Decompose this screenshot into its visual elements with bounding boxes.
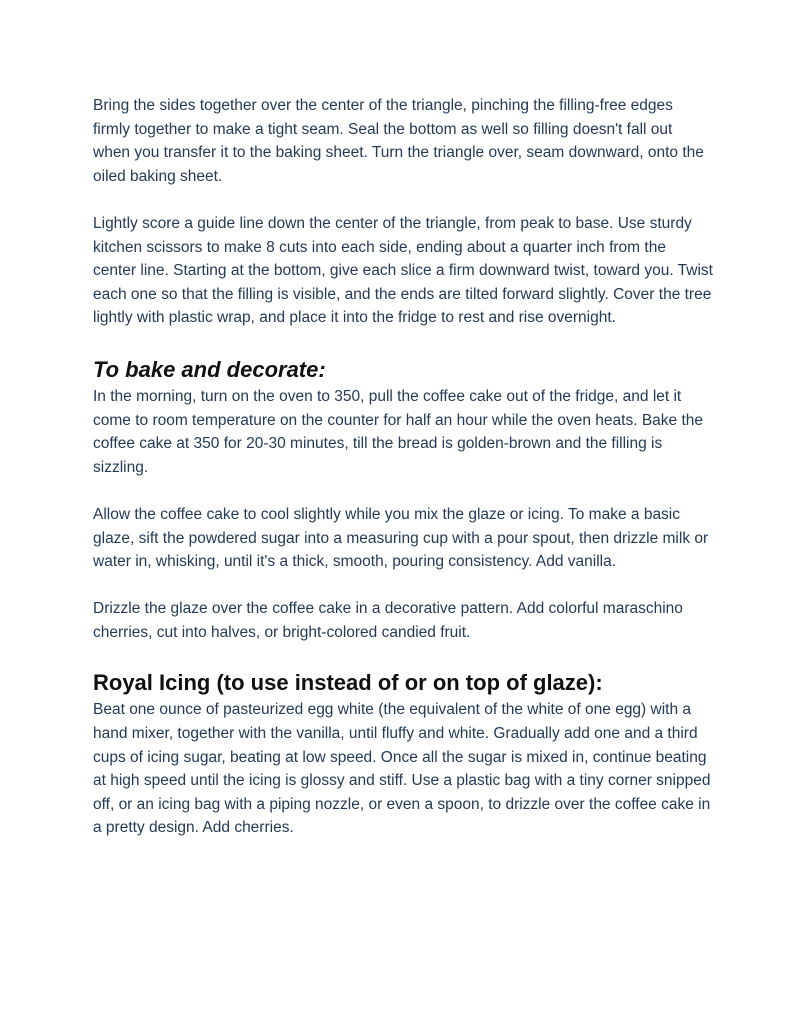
section-shaping bbox=[93, 94, 713, 330]
paragraph-royal-icing: Beat one ounce of pasteurized egg white (the equivalent of the white of one egg) with a hand mixer, together with the vanilla, until fluffy and white. Gradually add one and a third cups of icing sugar, beating at low speed. Once all the sugar is mixed in, continue beating at high speed until the icing is glossy and stiff. Use a plastic bag with a tiny corner snipped off, or an icing bag with a piping nozzle, or even a spoon, to drizzle over the coffee cake in a pretty design. Add cherries. bbox=[93, 701, 711, 837]
heading-bake-decorate: To bake and decorate: bbox=[93, 356, 326, 382]
paragraph-drizzle: Drizzle the glaze over the coffee cake in a decorative pattern. Add colorful maraschino cherries, cut into halves, or bright-colored candied fruit. bbox=[93, 600, 683, 641]
paragraph-seal-seam: Bring the sides together over the center of the triangle, pinching the filling-free edges firmly together to make a tight seam. Seal the bottom as well so filling doesn't fall out when you transfer it to the baking sheet. Turn the triangle over, seam downward, onto the oiled baking sheet. bbox=[93, 97, 704, 185]
paragraph-bake: In the morning, turn on the oven to 350, pull the coffee cake out of the fridge, and let it come to room temperature on the counter for half an hour while the oven heats. Bake the coffee cake at 350 for 20-30 minutes, till the bread is golden-brown and the filling is sizzling. bbox=[93, 387, 704, 476]
heading-royal-icing-bold: Royal Icing bbox=[93, 670, 211, 696]
section-bake-decorate bbox=[93, 356, 713, 645]
section-royal-icing bbox=[93, 669, 713, 840]
paragraph-score-and-twist: Lightly score a guide line down the center of the triangle, from peak to base. Use sturdy kitchen scissors to make 8 cuts into each side, ending about a quarter inch from the center line. Starting at the bottom, give each slice a firm downward twist, toward you. Twist each one so that the filling is visible, and the ends are tilted forward slightly. Cover the tree lightly with plastic wrap, and place it into the fridge to rest and rise overnight. bbox=[93, 214, 713, 327]
heading-royal-icing bbox=[93, 669, 713, 697]
document-page bbox=[93, 94, 713, 840]
paragraph-glaze: Allow the coffee cake to cool slightly while you mix the glaze or icing. To make a basic glaze, sift the powdered sugar into a measuring cup with a pour spout, then drizzle milk or water in, whisking, until it's a thick, smooth, pouring consistency. Add vanilla. bbox=[93, 505, 709, 571]
heading-royal-icing-rest: (to use instead of or on top of glaze): bbox=[210, 670, 603, 696]
